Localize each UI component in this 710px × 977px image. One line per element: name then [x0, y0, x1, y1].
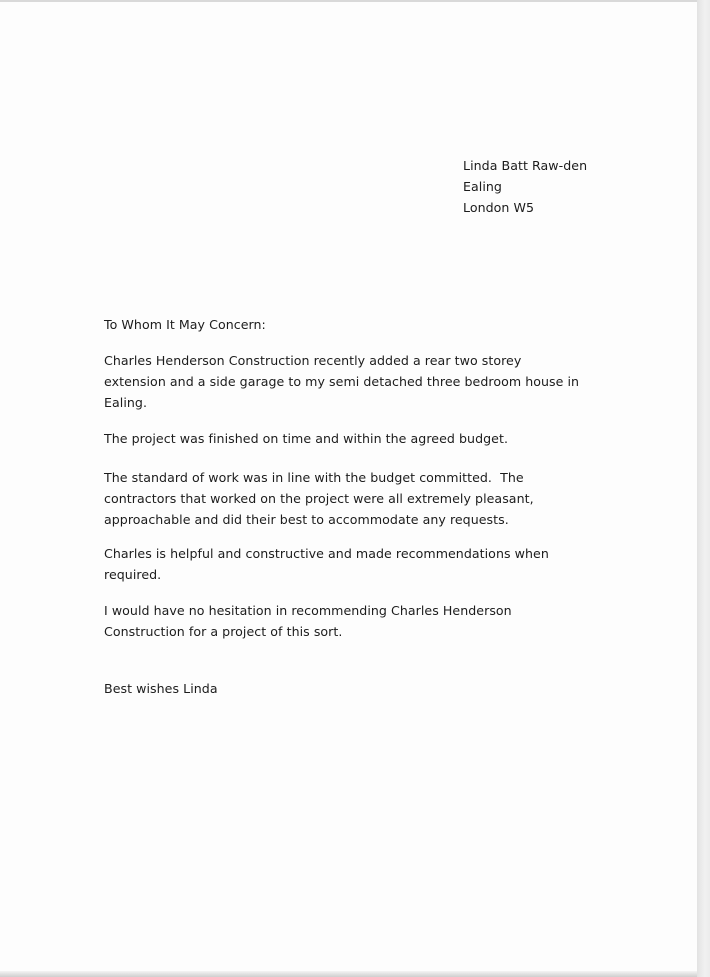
scan-top-edge [0, 0, 697, 2]
paragraph-1 [104, 350, 579, 413]
paragraph-line: The project was finished on time and within the agreed budget. [104, 431, 508, 446]
paragraph-3 [104, 467, 534, 530]
paragraph-line: extension and a side garage to my semi detached three bedroom house in [104, 374, 580, 389]
sender-name: Linda Batt Raw-den [463, 158, 588, 173]
scan-right-edge [697, 0, 710, 977]
paragraph-line: The standard of work was in line with the budget committed. The [104, 470, 524, 485]
sender-area: Ealing [463, 179, 502, 194]
paragraph-line: approachable and did their best to accommodate any requests. [104, 512, 509, 527]
sender-city-postcode: London W5 [463, 200, 535, 215]
closing-signoff: Best wishes Linda [104, 681, 218, 696]
paragraph-line: Ealing. [104, 395, 148, 410]
paragraph-line: contractors that worked on the project were all extremely pleasant, [104, 491, 534, 506]
paragraph-5 [104, 600, 512, 642]
paragraph-line: I would have no hesitation in recommending Charles Henderson [104, 603, 512, 618]
paragraph-4 [104, 543, 549, 585]
paragraph-line: Charles Henderson Construction recently added a rear two storey [104, 353, 522, 368]
paragraph-line: Charles is helpful and constructive and made recommendations when [104, 546, 549, 561]
paragraph-line: required. [104, 567, 162, 582]
sender-address [463, 155, 587, 218]
scan-bottom-edge [0, 971, 697, 977]
paragraph-2 [104, 428, 508, 449]
salutation: To Whom It May Concern: [104, 317, 266, 332]
paragraph-line: Construction for a project of this sort. [104, 624, 343, 639]
